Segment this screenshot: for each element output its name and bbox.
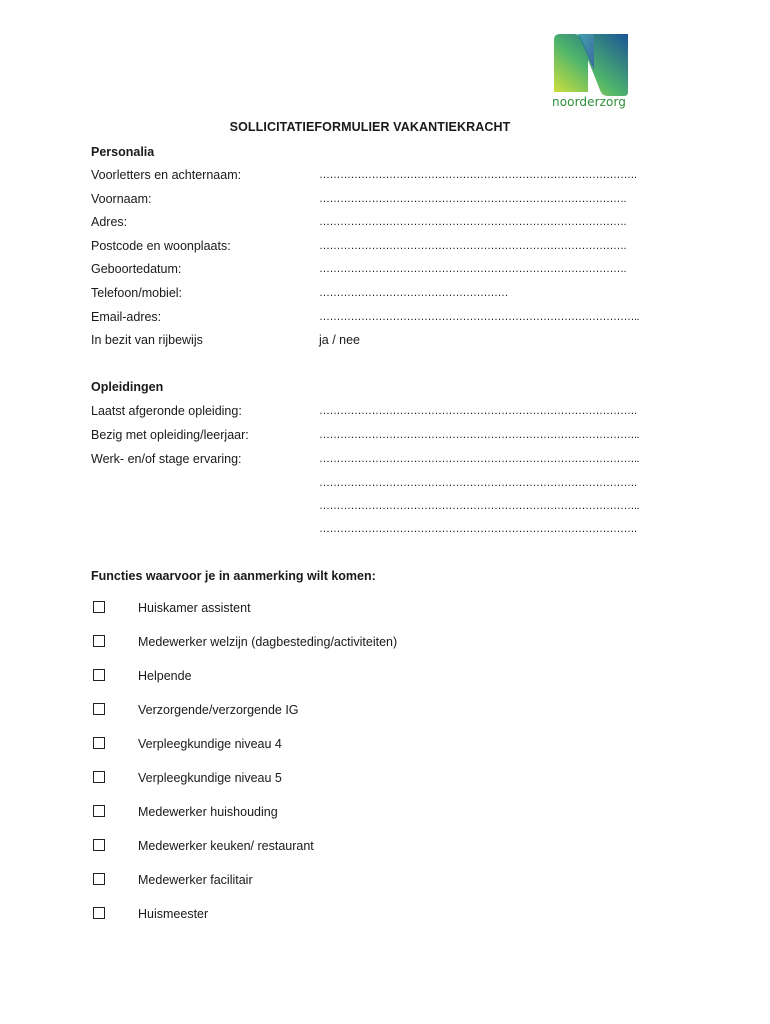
checkbox-medewerker-welzijn[interactable]: [93, 635, 105, 647]
option-label: Verpleegkundige niveau 5: [138, 771, 282, 785]
field-line-phone[interactable]: ………………………………………………: [319, 287, 508, 299]
option-label: Verzorgende/verzorgende IG: [138, 703, 299, 717]
option-label: Huiskamer assistent: [138, 601, 251, 615]
field-line-work-experience[interactable]: ………………………………………………………………………………..: [319, 453, 640, 465]
field-line-work-experience-extra[interactable]: ……………………………………………………………………………….: [319, 477, 637, 489]
option-label: Medewerker welzijn (dagbesteding/activiteiten): [138, 635, 398, 649]
field-label: Werk- en/of stage ervaring:: [91, 452, 242, 466]
checkbox-helpende[interactable]: [93, 669, 105, 681]
option-label: Medewerker facilitair: [138, 873, 253, 887]
field-line-address[interactable]: …………………………………………………………………………….: [319, 216, 627, 228]
option-label: Helpende: [138, 669, 192, 683]
checkbox-medewerker-keuken[interactable]: [93, 839, 105, 851]
field-label: Email-adres:: [91, 310, 162, 324]
field-line-first-name[interactable]: …………………………………………………………………………….: [319, 193, 627, 205]
field-line-current-education[interactable]: ………………………………………………………………………………..: [319, 429, 640, 441]
field-line-last-education[interactable]: ……………………………………………………………………………….: [319, 405, 637, 417]
field-line-work-experience-extra[interactable]: ………………………………………………………………………………..: [319, 500, 640, 512]
option-label: Huismeester: [138, 907, 209, 921]
field-label: Bezig met opleiding/leerjaar:: [91, 428, 249, 442]
field-line-postcode-city[interactable]: …………………………………………………………………………….: [319, 240, 627, 252]
checkbox-huismeester[interactable]: [93, 907, 105, 919]
page-title: SOLLICITATIEFORMULIER VAKANTIEKRACHT: [229, 120, 511, 134]
logo-wordmark: noorderzorg: [552, 95, 627, 109]
field-label: Geboortedatum:: [91, 262, 182, 276]
checkbox-medewerker-facilitair[interactable]: [93, 873, 105, 885]
field-label: Postcode en woonplaats:: [91, 239, 231, 253]
option-label: Medewerker huishouding: [138, 805, 278, 819]
checkbox-verzorgende[interactable]: [93, 703, 105, 715]
field-line-email[interactable]: ………………………………………………………………………………..: [319, 311, 640, 323]
field-label: Voornaam:: [91, 192, 152, 206]
field-line-initials-surname[interactable]: ……………………………………………………………………………….: [319, 169, 637, 181]
checkbox-huiskamer-assistent[interactable]: [93, 601, 105, 613]
section-heading-opleidingen: Opleidingen: [91, 380, 164, 394]
field-label: Laatst afgeronde opleiding:: [91, 404, 242, 418]
checkbox-verpleegkundige-4[interactable]: [93, 737, 105, 749]
option-label: Verpleegkundige niveau 4: [138, 737, 282, 751]
drivers-license-choice[interactable]: ja / nee: [319, 333, 361, 347]
field-line-work-experience-extra[interactable]: ……………………………………………………………………………….: [319, 523, 637, 535]
field-label: Voorletters en achternaam:: [91, 168, 242, 182]
section-heading-personalia: Personalia: [91, 145, 155, 159]
checkbox-verpleegkundige-5[interactable]: [93, 771, 105, 783]
field-label: Telefoon/mobiel:: [91, 286, 183, 300]
option-label: Medewerker keuken/ restaurant: [138, 839, 314, 853]
field-label: Adres:: [91, 215, 128, 229]
field-line-birthdate[interactable]: …………………………………………………………………………….: [319, 263, 627, 275]
section-heading-functies: Functies waarvoor je in aanmerking wilt komen:: [91, 569, 376, 583]
field-label: In bezit van rijbewijs: [91, 333, 203, 347]
checkbox-medewerker-huishouding[interactable]: [93, 805, 105, 817]
